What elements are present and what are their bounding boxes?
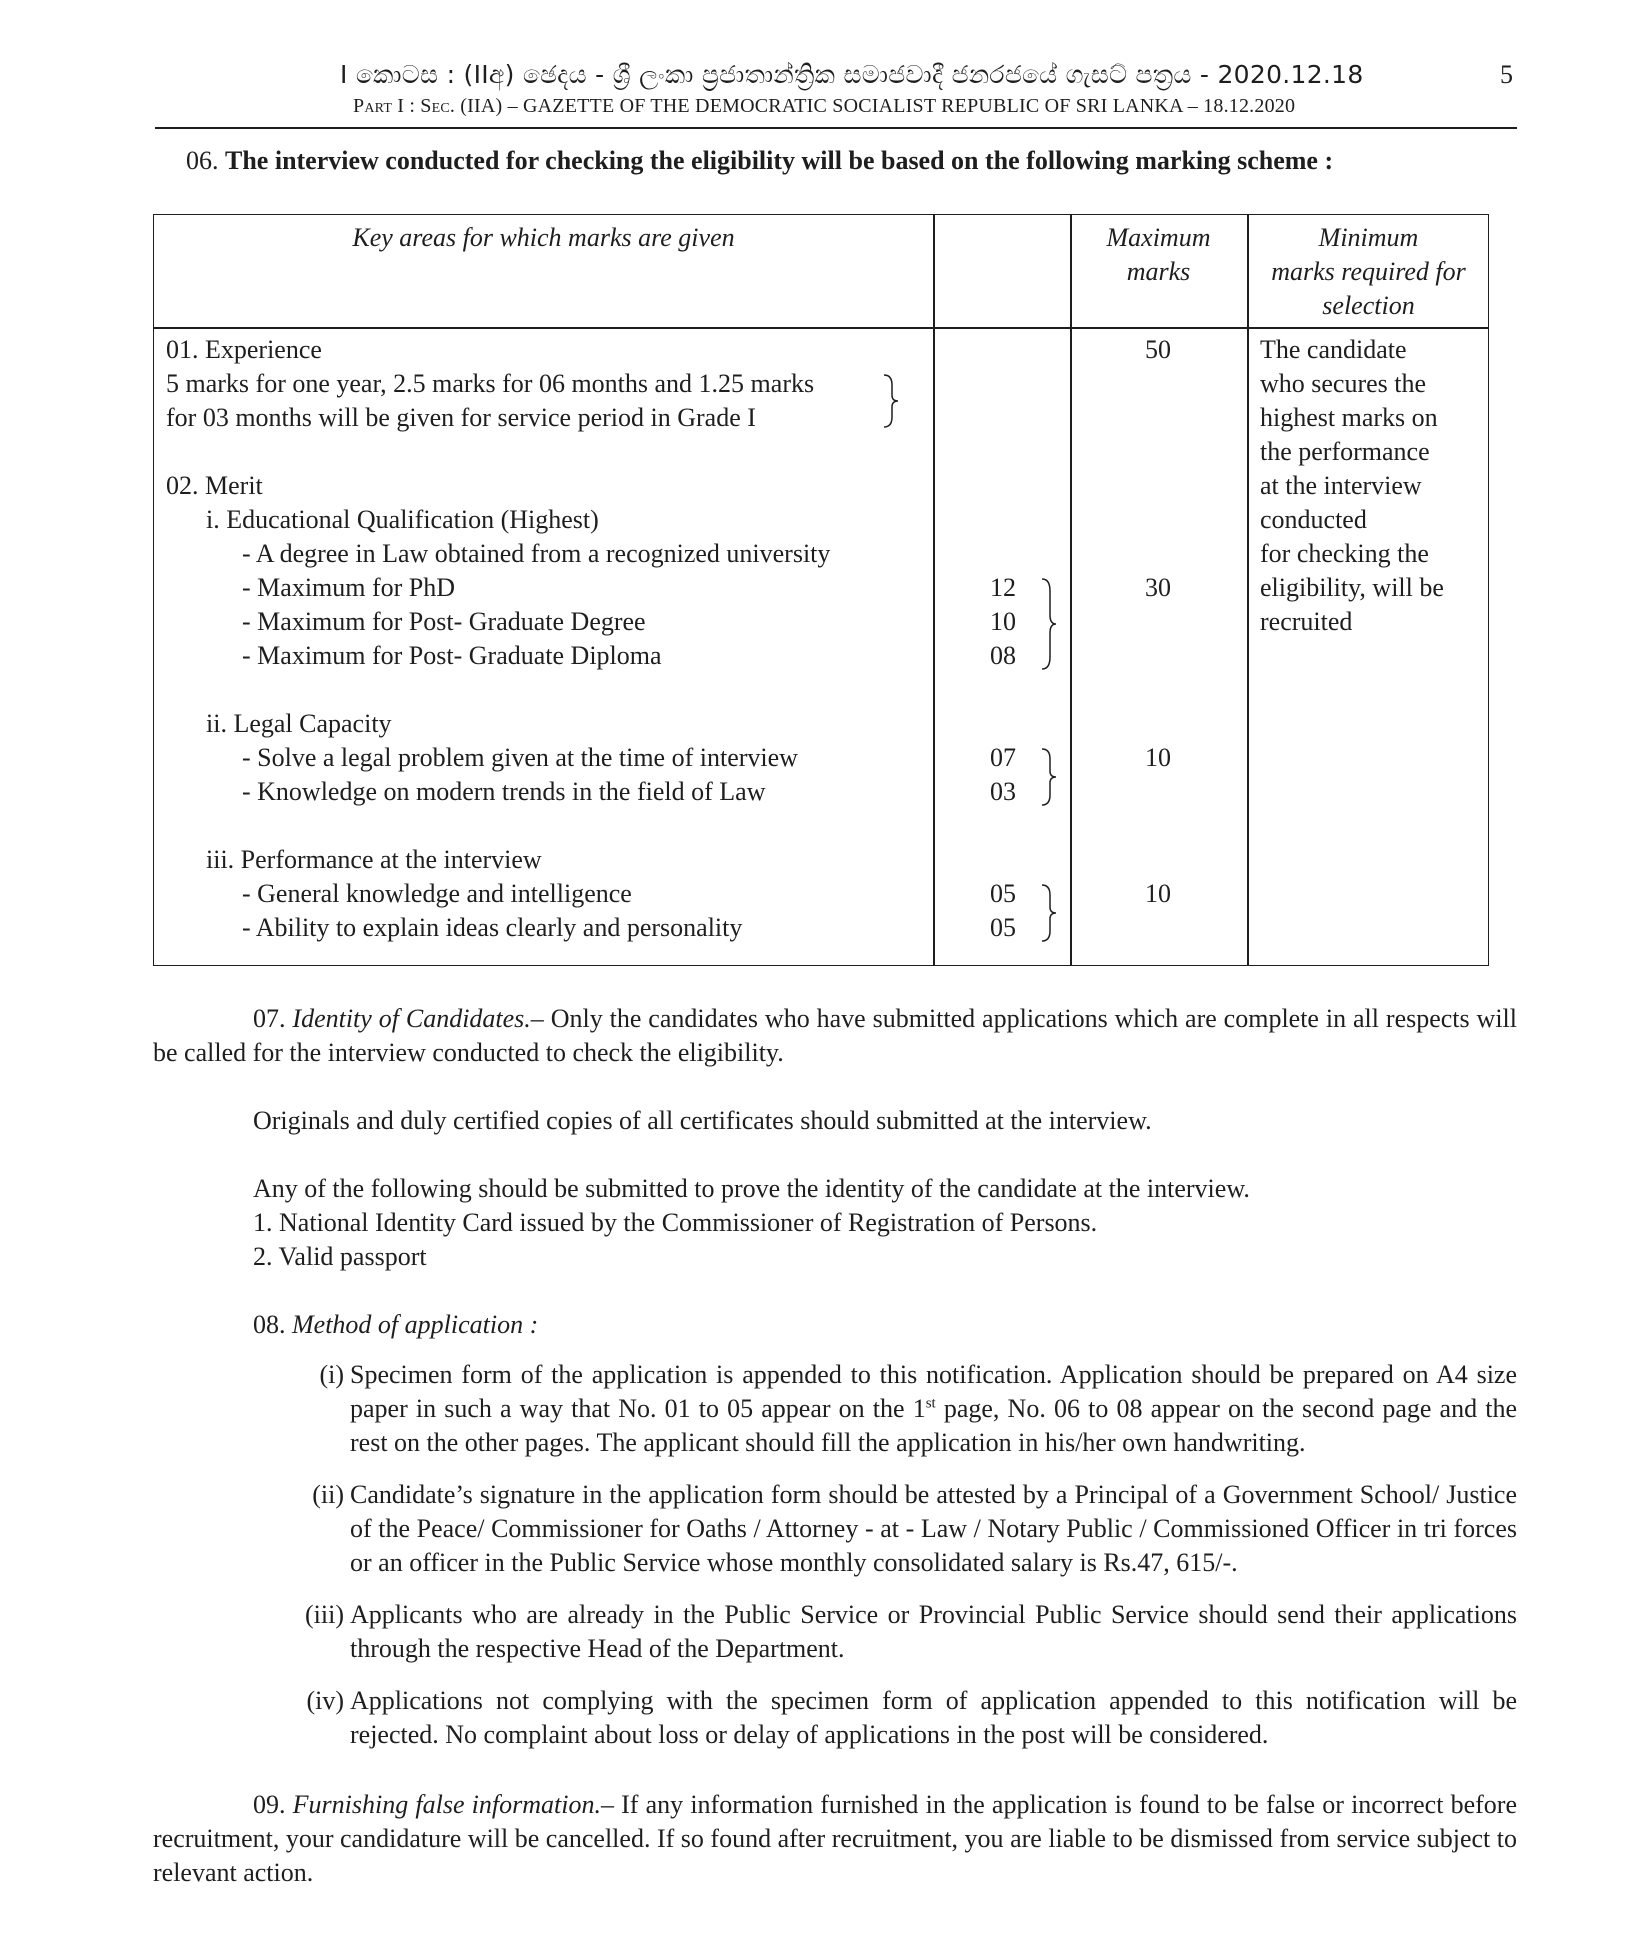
education-phd-marks: 12 xyxy=(990,573,1016,602)
row-legal-title: ii. Legal Capacity xyxy=(206,709,392,738)
header-sinhala-line: I කොටස : (IIඅ) ඡෙදය - ශ්‍රී ලංකා ප්‍රජාතාන්ත්‍රික සමාජවාදී ජනරජයේ ගැසට් පත්‍රය - 2020.12.18 xyxy=(340,60,1364,89)
legal-max-marks: 10 xyxy=(1145,743,1171,772)
section-07-text: Only the candidates who have submitted applications which are complete in all respects will be called for the interview conducted to check the eligibility. xyxy=(153,1004,1517,1067)
section-09-number: 09. xyxy=(253,1790,286,1819)
table-header-divider xyxy=(154,327,1488,329)
section-08-heading xyxy=(253,1308,538,1342)
item-iv-text: Applications not complying with the specimen form of application appended to this notification will be rejected. No complaint about loss or delay of applications in the post will be considered. xyxy=(350,1686,1517,1749)
header-key-areas: Key areas for which marks are given xyxy=(352,223,735,252)
row-education-item: - Maximum for Post- Graduate Degree xyxy=(242,607,646,636)
minimum-marks-text: The candidate who secures the highest marks on the performance at the interview conducted for checking the eligibility, will be recruited xyxy=(1260,335,1444,636)
legal-problem-marks: 07 xyxy=(990,743,1016,772)
section-06-number: 06. xyxy=(186,146,219,175)
education-pg-diploma-marks: 08 xyxy=(990,641,1016,670)
brace-icon xyxy=(1040,577,1058,671)
marking-scheme-table xyxy=(153,214,1489,966)
identity-item-nic: 1. National Identity Card issued by the Commissioner of Registration of Persons. xyxy=(253,1208,1098,1237)
identity-proof-paragraph: Any of the following should be submitted to prove the identity of the candidate at the interview. xyxy=(253,1174,1250,1203)
item-ii-text: Candidate’s signature in the application form should be attested by a Principal of a Government School/ Justice of the Peace/ Commissioner for Oaths / Attorney - at - Law / Notary Public / Commissioned Officer in tri forces or an officer in the Public Service whose monthly consolidated salary is Rs.47, 615/-. xyxy=(350,1480,1517,1577)
section-09-text: If any information furnished in the application is found to be false or incorrect before recruitment, your candidature will be cancelled. If so found after recruitment, you are liable to be dismissed from service subject to relevant action. xyxy=(153,1790,1518,1887)
legal-trends-marks: 03 xyxy=(990,777,1016,806)
row-legal-item: - Knowledge on modern trends in the field of Law xyxy=(242,777,766,806)
row-experience-desc-2: for 03 months will be given for service period in Grade I xyxy=(166,403,756,432)
row-legal-item: - Solve a legal problem given at the time of interview xyxy=(242,743,798,772)
header-english-line: Part I : Sec. (IIA) – GAZETTE OF THE DEMOCRATIC SOCIALIST REPUBLIC OF SRI LANKA – 18.12.2020 xyxy=(353,95,1296,117)
brace-icon xyxy=(1040,883,1058,943)
section-07-number: 07. xyxy=(253,1004,286,1033)
row-education-item: - Maximum for Post- Graduate Diploma xyxy=(242,641,662,670)
education-max-marks: 30 xyxy=(1145,573,1171,602)
education-pg-degree-marks: 10 xyxy=(990,607,1016,636)
section-06-heading xyxy=(186,146,1333,176)
identity-item-passport: 2. Valid passport xyxy=(253,1242,427,1271)
section-07-title: Identity of Candidates.– xyxy=(292,1004,544,1033)
performance-personality-marks: 05 xyxy=(990,913,1016,942)
item-iii-text: Applicants who are already in the Public Service or Provincial Public Service should send their applications through the respective Head of the Department. xyxy=(350,1600,1517,1663)
performance-max-marks: 10 xyxy=(1145,879,1171,908)
experience-max-marks: 50 xyxy=(1145,335,1171,364)
row-education-title: i. Educational Qualification (Highest) xyxy=(206,505,599,534)
section-09-title: Furnishing false information.– xyxy=(292,1790,614,1819)
row-performance-title: iii. Performance at the interview xyxy=(206,845,542,874)
row-performance-item: - General knowledge and intelligence xyxy=(242,879,632,908)
item-ii-label: (ii) xyxy=(312,1480,344,1509)
item-i-label: (i) xyxy=(319,1360,344,1389)
section-08-number: 08. xyxy=(253,1310,286,1339)
brace-icon xyxy=(1040,747,1058,807)
row-performance-item: - Ability to explain ideas clearly and personality xyxy=(242,913,743,942)
row-experience-title: 01. Experience xyxy=(166,335,322,364)
item-iii-label: (iii) xyxy=(305,1600,344,1629)
performance-knowledge-marks: 05 xyxy=(990,879,1016,908)
header-rule xyxy=(155,127,1517,129)
item-i-text: Specimen form of the application is appended to this notification. Application should be prepared on A4 size paper in such a way that No. 01 to 05 appear on the 1st page, No. 06 to 08 appear on the second page and the rest on the other pages. The applicant should fill the application in his/her own handwriting. xyxy=(350,1360,1517,1457)
item-iv-label: (iv) xyxy=(306,1686,344,1715)
header-maximum-marks: Maximum marks xyxy=(1106,223,1211,286)
row-merit-title: 02. Merit xyxy=(166,471,263,500)
row-education-item: - A degree in Law obtained from a recognized university xyxy=(242,539,831,568)
page-number: 5 xyxy=(1500,60,1513,89)
brace-icon xyxy=(882,373,900,429)
section-07-paragraph xyxy=(153,1002,1517,1070)
section-08-title: Method of application : xyxy=(292,1310,539,1339)
header-minimum-marks: Minimum marks required for selection xyxy=(1271,223,1466,320)
row-education-item: - Maximum for PhD xyxy=(242,573,456,602)
section-09-paragraph xyxy=(153,1788,1517,1890)
section-06-title: The interview conducted for checking the eligibility will be based on the following marking scheme : xyxy=(225,146,1334,175)
row-experience-desc-1: 5 marks for one year, 2.5 marks for 06 months and 1.25 marks xyxy=(166,369,815,398)
originals-paragraph: Originals and duly certified copies of all certificates should submitted at the interview. xyxy=(253,1106,1152,1135)
